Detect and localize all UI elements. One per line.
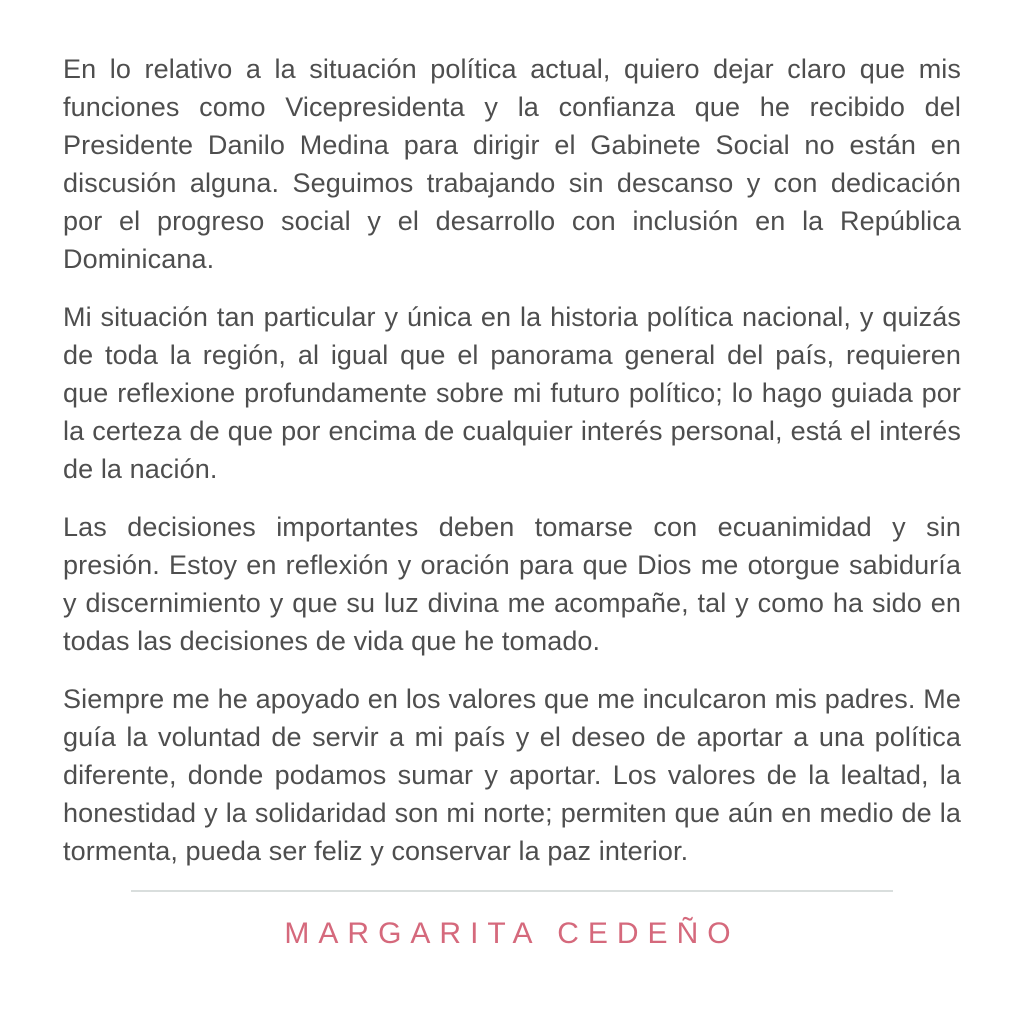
statement-paragraph: En lo relativo a la situación política actual, quiero dejar claro que mis funciones como Vicepresidenta y la confianza que he recibido del Presidente Danilo Medina para dirigir el Gabinete Social no están en discusión alguna. Seguimos trabajando sin descanso y con dedicación por el progreso social y el desarrollo con inclusión en la República Dominicana. xyxy=(63,54,961,274)
divider-line xyxy=(131,890,893,892)
statement-paragraph: Siempre me he apoyado en los valores que me inculcaron mis padres. Me guía la voluntad de servir a mi país y el deseo de aportar a una política diferente, donde podamos sumar y aportar. Los valores de la lealtad, la honestidad y la solidaridad son mi norte; permiten que aún en medio de la tormenta, pueda ser feliz y conservar la paz interior. xyxy=(63,684,961,866)
statement-paragraph: Mi situación tan particular y única en la historia política nacional, y quizás de toda la región, al igual que el panorama general del país, requieren que reflexione profundamente sobre mi futuro político; lo hago guiada por la certeza de que por encima de cualquier interés personal, está el interés de la nación. xyxy=(63,302,961,484)
statement-paragraph: Las decisiones importantes deben tomarse con ecuanimidad y sin presión. Estoy en reflexión y oración para que Dios me otorgue sabiduría y discernimiento y que su luz divina me acompañe, tal y como ha sido en todas las decisiones de vida que he tomado. xyxy=(63,512,961,656)
statement-body xyxy=(63,50,961,870)
signature-text: MARGARITA CEDEÑO xyxy=(284,917,740,950)
